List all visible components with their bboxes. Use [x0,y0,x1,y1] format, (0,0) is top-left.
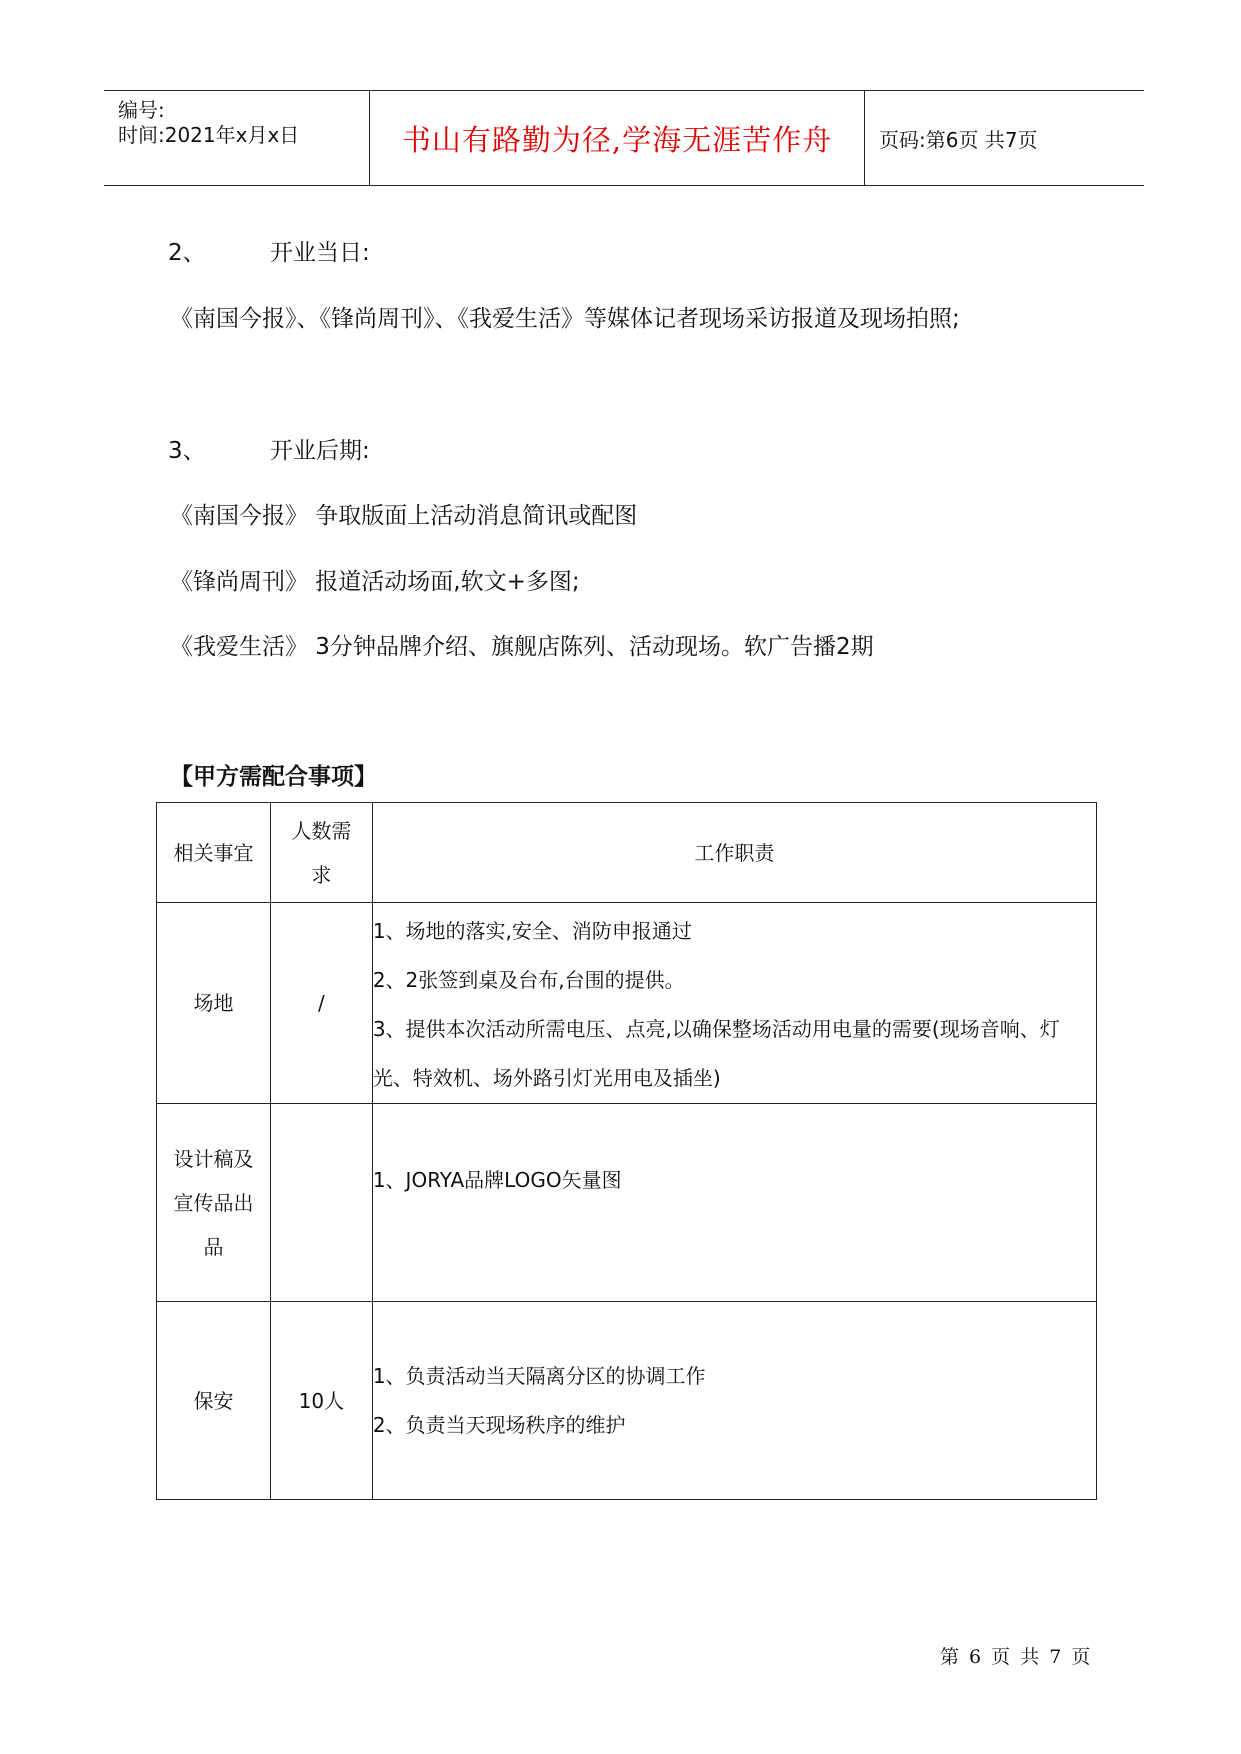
row-item: 设计稿及宣传品出品 [157,1104,271,1302]
header-motto: 书山有路勤为径,学海无涯苦作舟 [401,122,833,157]
row-duties [372,1302,1096,1500]
section-line: 《锋尚周刊》 报道活动场面,软文+多图; [170,569,580,595]
section-line: 《南国今报》、《锋尚周刊》、《我爱生活》等媒体记者现场采访报道及现场拍照; [170,306,960,332]
row-duties [372,903,1096,1104]
duty-line: 3、提供本次活动所需电压、点亮,以确保整场活动用电量的需要(现场音响、灯光、特效机、场外路引灯光用电及插坐) [372,1017,1060,1090]
duty-line: 2、负责当天现场秩序的维护 [372,1412,626,1437]
header-page-label: 页码:第6页 共7页 [879,127,1038,152]
duty-line: 2、2张签到桌及台布,台围的提供。 [372,968,685,992]
header-cell-duties: 工作职责 [372,803,1096,903]
table-row [157,1104,1097,1302]
header-motto-cell [370,91,865,185]
page-header [104,90,1144,186]
row-item: 保安 [157,1302,271,1500]
page-footer: 第 6 页 共 7 页 [940,1646,1093,1668]
section-line: 《我爱生活》 3分钟品牌介绍、旗舰店陈列、活动现场。软广告播2期 [170,634,874,660]
table-row [157,1302,1097,1500]
section-number: 3、 [168,438,206,464]
header-cell-item: 相关事宜 [157,803,271,903]
row-item: 场地 [157,903,271,1104]
duty-line: 1、负责活动当天隔离分区的协调工作 [372,1363,706,1388]
section-line: 《南国今报》 争取版面上活动消息简讯或配图 [170,503,638,529]
header-number-label: 编号: [118,98,165,122]
cooperation-title: 【甲方需配合事项】 [170,764,377,790]
row-people: 10人 [270,1302,372,1500]
header-page-cell [865,91,1144,185]
row-duties [372,1104,1096,1302]
section-number: 2、 [168,240,206,266]
table-header-row [157,803,1097,903]
header-meta [104,91,370,185]
cooperation-table [156,802,1097,1500]
section-title: 开业当日: [270,240,370,266]
duty-line: 1、场地的落实,安全、消防申报通过 [372,919,692,943]
table-row [157,903,1097,1104]
header-cell-people: 人数需求 [270,803,372,903]
row-people [270,1104,372,1302]
header-time-label: 时间:2021年x月x日 [118,123,300,147]
row-people: / [270,903,372,1104]
section-title: 开业后期: [270,438,370,464]
duty-line: 1、JORYA品牌LOGO矢量图 [372,1168,622,1192]
